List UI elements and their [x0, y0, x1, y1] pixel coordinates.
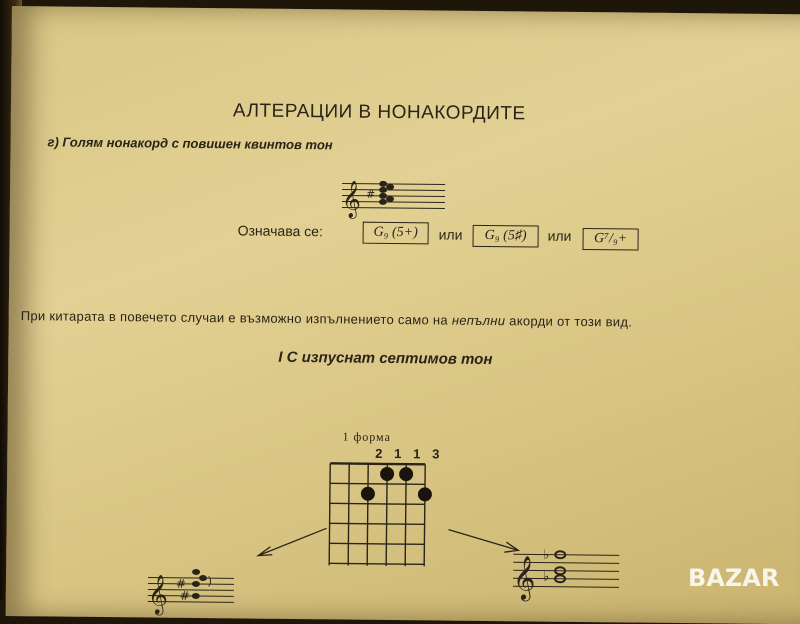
svg-text:#: # — [179, 588, 190, 603]
notation-box-2: G₉ (5♯) — [473, 225, 539, 248]
book-page — [6, 6, 800, 624]
finger-dot — [380, 467, 394, 481]
svg-text:𝄞: 𝄞 — [512, 555, 536, 600]
paragraph-part-1: При китарата в повечето случаи е възможно изпълнението само на — [20, 308, 449, 328]
svg-text:#: # — [365, 187, 376, 201]
notation-box-1: G₉ (5+) — [363, 222, 429, 245]
svg-text:): ) — [207, 575, 212, 588]
finger-dot — [361, 487, 375, 501]
svg-text:♭: ♭ — [542, 569, 550, 585]
watermark-logo — [686, 560, 794, 594]
svg-text:#: # — [175, 576, 187, 591]
chord-staff-right — [511, 536, 622, 607]
or-label-1: или — [438, 226, 463, 243]
svg-text:BAZAR: BAZAR — [688, 564, 780, 592]
paragraph-part-2: акорди от този вид. — [509, 313, 633, 330]
chord-staff-left — [146, 547, 237, 618]
paragraph-emphasis: непълни — [451, 312, 506, 329]
body-paragraph — [21, 308, 633, 329]
page-title: АЛТЕРАЦИИ В НОНАКОРДИТЕ — [232, 100, 526, 125]
finger-number: 2 — [375, 445, 383, 461]
finger-number: 3 — [432, 446, 440, 462]
denote-label: Означава се: — [237, 222, 323, 240]
subtitle: г) Голям нонакорд с повишен квинтов тон — [47, 134, 333, 153]
finger-number: 1 — [413, 446, 421, 462]
finger-number: 1 — [394, 446, 402, 462]
or-label-2: или — [547, 227, 572, 244]
chord-staff-top — [340, 171, 451, 222]
svg-text:♭: ♭ — [543, 547, 550, 563]
svg-text:𝄞: 𝄞 — [341, 179, 362, 218]
finger-dot — [418, 487, 432, 501]
svg-text:𝄞: 𝄞 — [147, 574, 169, 615]
notation-box-3: G⁷/₉+ — [582, 228, 638, 251]
finger-dot — [399, 467, 413, 481]
section-heading: I С изпуснат септимов тон — [278, 348, 493, 369]
arrows — [236, 513, 537, 576]
watermark-logo-mark — [686, 560, 794, 594]
form-label: 1 форма — [342, 429, 392, 444]
